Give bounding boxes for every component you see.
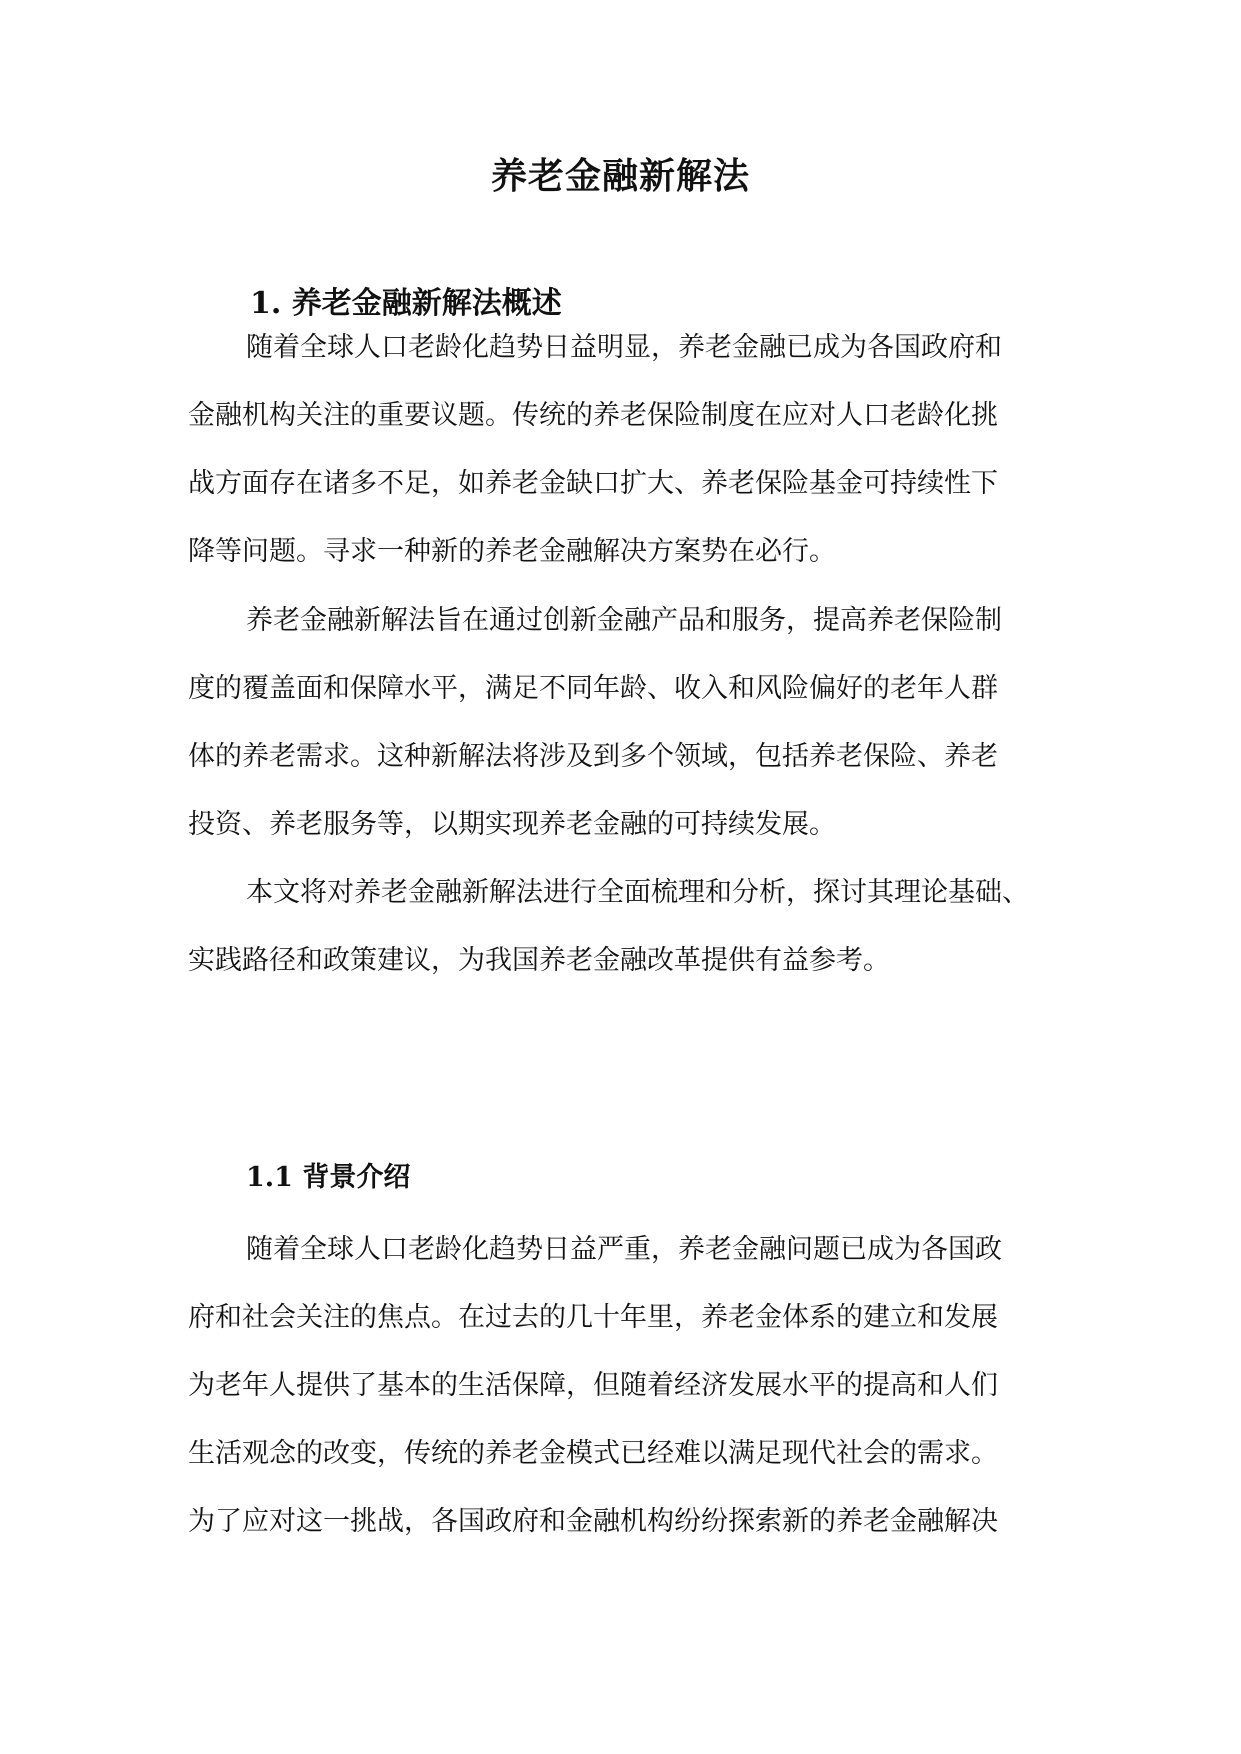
paragraph-line: 为了应对这一挑战，各国政府和金融机构纷纷探索新的养老金融解决 — [188, 1506, 998, 1537]
section-heading-1: 1. 养老金融新解法概述 — [250, 286, 562, 321]
paragraph-line: 随着全球人口老龄化趋势日益严重，养老金融问题已成为各国政 — [246, 1234, 1002, 1265]
paragraph-line: 随着全球人口老龄化趋势日益明显，养老金融已成为各国政府和 — [246, 332, 1002, 363]
section-heading-1-1: 1.1 背景介绍 — [246, 1162, 411, 1193]
paragraph-line: 生活观念的改变，传统的养老金模式已经难以满足现代社会的需求。 — [188, 1438, 998, 1469]
paragraph-line: 本文将对养老金融新解法进行全面梳理和分析，探讨其理论基础、 — [246, 877, 1029, 908]
paragraph-line: 度的覆盖面和保障水平，满足不同年龄、收入和风险偏好的老年人群 — [188, 673, 998, 704]
paragraph-line: 府和社会关注的焦点。在过去的几十年里，养老金体系的建立和发展 — [188, 1302, 998, 1333]
document-title: 养老金融新解法 — [490, 155, 750, 197]
paragraph-line: 投资、养老服务等，以期实现养老金融的可持续发展。 — [188, 809, 836, 840]
paragraph-line: 为老年人提供了基本的生活保障，但随着经济发展水平的提高和人们 — [188, 1370, 998, 1401]
paragraph-line: 养老金融新解法旨在通过创新金融产品和服务，提高养老保险制 — [246, 605, 1002, 636]
paragraph-line: 战方面存在诸多不足，如养老金缺口扩大、养老保险基金可持续性下 — [188, 468, 998, 499]
paragraph-line: 金融机构关注的重要议题。传统的养老保险制度在应对人口老龄化挑 — [188, 400, 998, 431]
paragraph-line: 降等问题。寻求一种新的养老金融解决方案势在必行。 — [188, 536, 836, 567]
paragraph-line: 实践路径和政策建议，为我国养老金融改革提供有益参考。 — [188, 945, 890, 976]
paragraph-line: 体的养老需求。这种新解法将涉及到多个领域，包括养老保险、养老 — [188, 741, 998, 772]
